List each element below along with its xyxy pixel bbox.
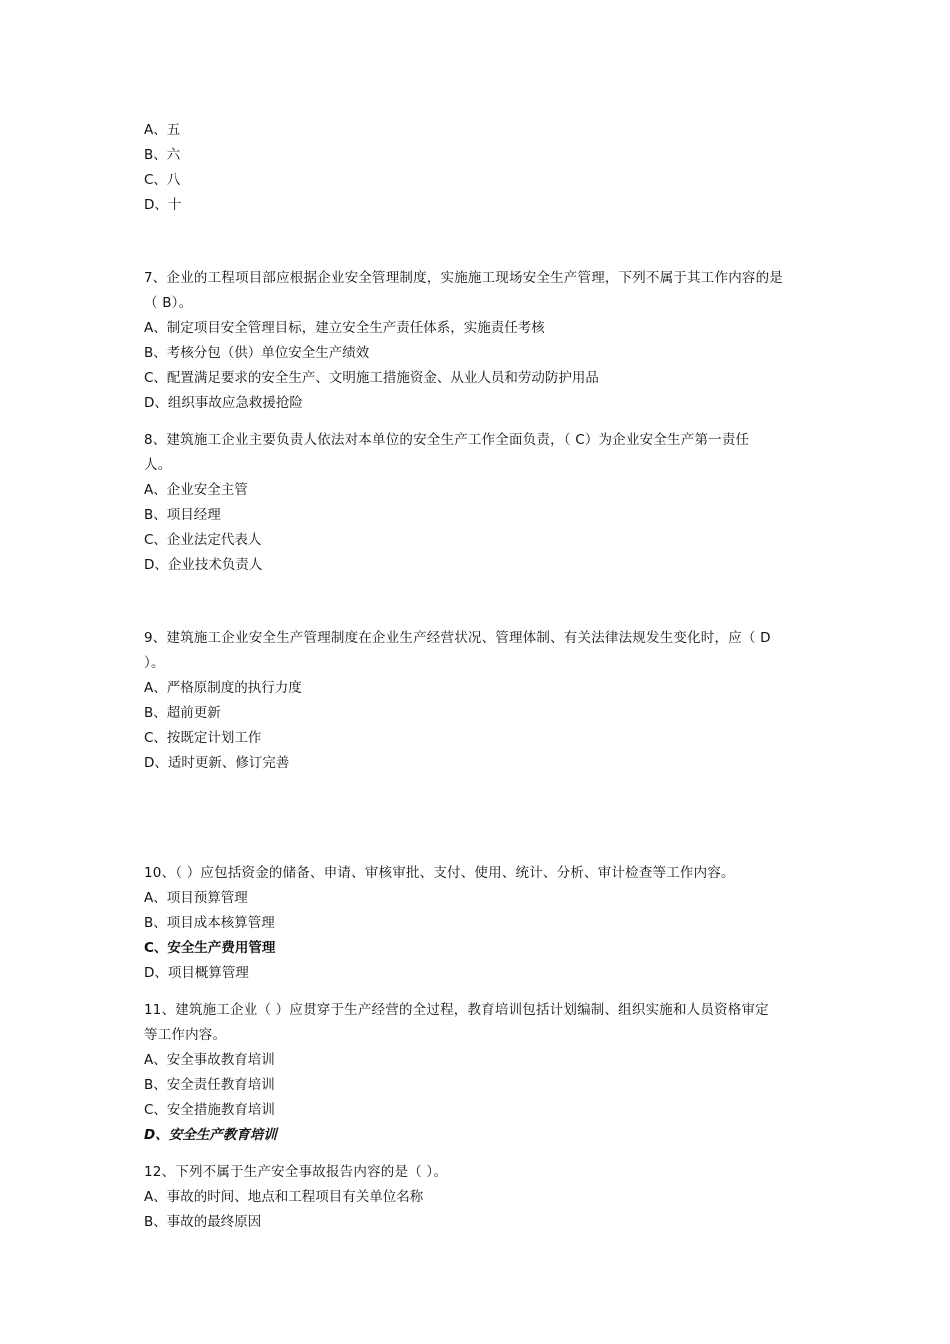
q6-option-c: C、八: [144, 172, 181, 188]
q9-option-a: A、严格原制度的执行力度: [144, 680, 302, 696]
q11-option-b: B、安全责任教育培训: [144, 1077, 275, 1093]
q7-option-a: A、制定项目安全管理目标，建立安全生产责任体系，实施责任考核: [144, 320, 545, 336]
q11-option-c: C、安全措施教育培训: [144, 1102, 275, 1118]
q6-option-a: A、五: [144, 122, 181, 138]
q8-stem-line1: 8、建筑施工企业主要负责人依法对本单位的安全生产工作全面负责，（ C）为企业安全生产第一责任: [144, 432, 750, 448]
q10-stem-line1: 10、（ ）应包括资金的储备、申请、审核审批、支付、使用、统计、分析、审计检查等工作内容。: [144, 865, 735, 881]
q11-option-a: A、安全事故教育培训: [144, 1052, 275, 1068]
q8-option-c: C、企业法定代表人: [144, 532, 262, 548]
q7-stem-line2: （ B）。: [144, 295, 193, 311]
q11-option-d: D、安全生产教育培训: [144, 1127, 277, 1143]
q11-stem-line2: 等工作内容。: [144, 1027, 227, 1043]
q7-stem-line1: 7、企业的工程项目部应根据企业安全管理制度，实施施工现场安全生产管理，下列不属于其工作内容的是: [144, 270, 783, 286]
q10-option-b: B、项目成本核算管理: [144, 915, 275, 931]
q8-option-d: D、企业技术负责人: [144, 557, 263, 573]
q10-option-a: A、项目预算管理: [144, 890, 248, 906]
q8-option-a: A、企业安全主管: [144, 482, 248, 498]
q12-option-b: B、事故的最终原因: [144, 1214, 262, 1230]
q9-option-b: B、超前更新: [144, 705, 221, 721]
q9-option-d: D、适时更新、修订完善: [144, 755, 290, 771]
q6-option-d: D、十: [144, 197, 182, 213]
q11-stem-line1: 11、建筑施工企业（ ）应贯穿于生产经营的全过程，教育培训包括计划编制、组织实施和人员资格审定: [144, 1002, 769, 1018]
q7-option-d: D、组织事故应急救援抢险: [144, 395, 303, 411]
q10-option-d: D、项目概算管理: [144, 965, 249, 981]
q7-option-c: C、配置满足要求的安全生产、文明施工措施资金、从业人员和劳动防护用品: [144, 370, 599, 386]
q7-option-b: B、考核分包（供）单位安全生产绩效: [144, 345, 370, 361]
q8-stem-line2: 人。: [144, 457, 172, 473]
q6-option-b: B、六: [144, 147, 181, 163]
q12-option-a: A、事故的时间、地点和工程项目有关单位名称: [144, 1189, 424, 1205]
q9-stem-line1: 9、建筑施工企业安全生产管理制度在企业生产经营状况、管理体制、有关法律法规发生变化时，应（ D: [144, 630, 771, 646]
q12-stem-line1: 12、下列不属于生产安全事故报告内容的是（ ）。: [144, 1164, 448, 1180]
q9-option-c: C、按既定计划工作: [144, 730, 262, 746]
q10-option-c: C、安全生产费用管理: [144, 940, 276, 956]
q8-option-b: B、项目经理: [144, 507, 221, 523]
q9-stem-line2: ）。: [144, 655, 165, 671]
